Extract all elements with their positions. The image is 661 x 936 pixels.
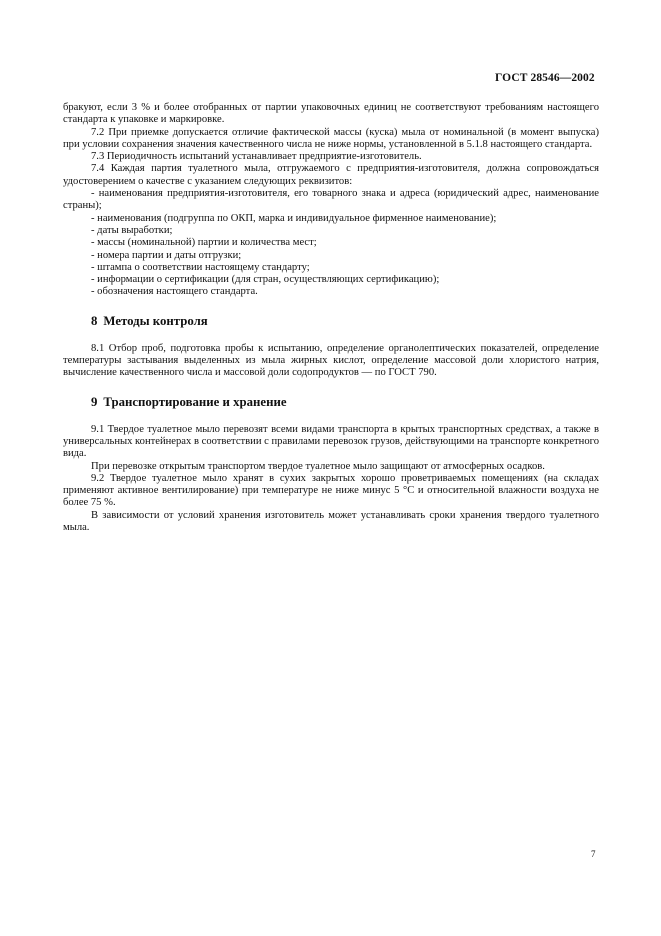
- page-number: 7: [591, 849, 596, 859]
- section-9-heading: [91, 395, 599, 410]
- section-8-heading: [91, 314, 599, 329]
- paragraph-9-1: 9.1 Твердое туалетное мыло перевозят всеми видами транспорта в крытых транспортных средствах, а также в универсальных контейнерах в соответствии с правилами перевозок грузов, действующими на транспорте конкретного вида.: [63, 423, 599, 460]
- list-item: - массы (номинальной) партии и количества мест;: [91, 237, 317, 249]
- paragraph-7-4: 7.4 Каждая партия туалетного мыла, отгружаемого с предприятия-изготовителя, должна сопровождаться удостоверением о качестве с указанием следующих реквизитов:: [63, 163, 599, 187]
- paragraph-9-1-continued: При перевозке открытым транспортом твердое туалетное мыло защищают от атмосферных осадков.: [91, 460, 545, 472]
- section-9-title: Транспортирование и хранение: [103, 394, 287, 409]
- list-item: - наименования (подгруппа по ОКП, марка и индивидуальное фирменное наименование);: [91, 212, 497, 224]
- paragraph-7-3: 7.3 Периодичность испытаний устанавливает предприятие-изготовитель.: [91, 151, 422, 163]
- section-8-number: 8: [91, 313, 98, 328]
- list-item: - номера партии и даты отгрузки;: [91, 249, 242, 261]
- paragraph-9-2: 9.2 Твердое туалетное мыло хранят в сухих закрытых хорошо проветриваемых помещениях (на складах применяют активное вентилирование) при температуре не ниже минус 5 °С и относительной влажности воздуха не более 75 %.: [63, 472, 599, 509]
- paragraph-9-2-continued: В зависимости от условий хранения изготовитель может устанавливать сроки хранения твердого туалетного мыла.: [63, 509, 599, 534]
- list-item: - информации о сертификации (для стран, осуществляющих сертификацию);: [91, 274, 440, 286]
- document-code-header: ГОСТ 28546—2002: [495, 72, 595, 84]
- paragraph-7-2: 7.2 При приемке допускается отличие фактической массы (куска) мыла от номинальной (в момент выпуска) при условии сохранения значения качественного числа не ниже нормы, установленной в 5.1.8 настоящего стандарта.: [63, 126, 599, 150]
- paragraph-8-1: 8.1 Отбор проб, подготовка пробы к испытанию, определение органолептических показателей, определение температуры застывания выделенных из мыла жирных кислот, определение массовой доли хлористого натрия, вычисление качественного числа и массовой доли содопродуктов — по ГОСТ 790.: [63, 342, 599, 379]
- paragraph-7-1-continuation: бракуют, если 3 % и более отобранных от партии упаковочных единиц не соответствуют требованиям настоящего стандарта к упаковке и маркировке.: [63, 102, 599, 126]
- requisites-list: [63, 188, 599, 299]
- page-body: [63, 102, 599, 534]
- list-item: - наименования предприятия-изготовителя, его товарного знака и адреса (юридический адрес, наименование страны);: [63, 188, 599, 212]
- list-item: - штампа о соответствии настоящему стандарту;: [91, 261, 310, 273]
- list-item: - обозначения настоящего стандарта.: [91, 286, 258, 298]
- section-8-title: Методы контроля: [103, 313, 208, 328]
- list-item: - даты выработки;: [91, 224, 173, 236]
- section-9-number: 9: [91, 394, 98, 409]
